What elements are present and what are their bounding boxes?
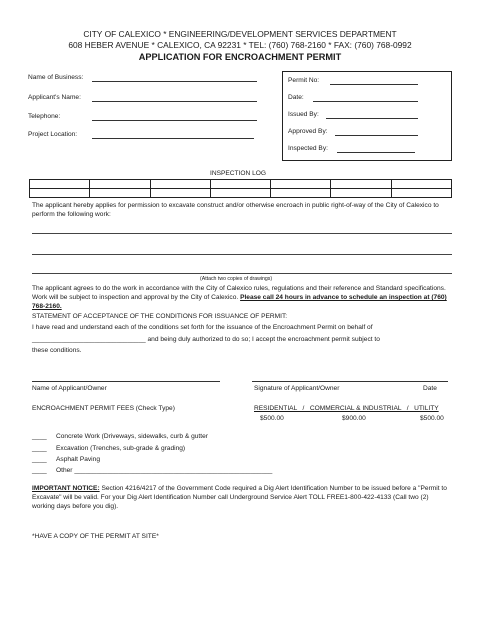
signature-date-label: Date [423,385,437,392]
table-cell[interactable] [150,189,210,198]
fee-residential: $500.00 [260,415,284,422]
table-cell[interactable] [210,189,270,198]
work-type-checkbox[interactable]: ____ [32,433,47,440]
telephone-label: Telephone: [28,113,61,120]
business-name-field[interactable] [92,81,257,82]
agreement-text [32,284,452,311]
important-notice [32,484,452,511]
statement-heading: STATEMENT OF ACCEPTANCE OF THE CONDITIONS FOR ISSUANCE OF PERMIT: [32,313,288,320]
table-cell[interactable] [391,189,451,198]
business-name-label: Name of Business: [28,74,84,81]
work-type-label: Other ______________________________________________________ [56,467,273,474]
table-cell[interactable] [271,189,331,198]
form-title: APPLICATION FOR ENCROACHMENT PERMIT [138,52,342,62]
permit-no-field[interactable] [330,84,418,85]
statement-line-1: I have read and understand each of the conditions set forth for the issuance of the Encroachment Permit on behalf of [32,324,373,331]
table-cell[interactable] [210,180,270,189]
table-cell[interactable] [331,189,391,198]
drawings-note: (Attach two copies of drawings) [200,276,273,282]
permit-no-label: Permit No: [288,77,320,84]
work-type-checkbox[interactable]: ____ [32,467,47,474]
table-cell[interactable] [271,180,331,189]
table-row [30,180,452,189]
work-description-line[interactable] [32,233,452,234]
statement-line-2: _______________________________ and being duly authorized to do so; I accept the encroachment permit subject to [32,336,380,343]
telephone-field[interactable] [92,120,257,121]
work-intro-text: The applicant hereby applies for permission to excavate construct and/or otherwise encroach in public right-of-way of the City of Calexico to perform the following work: [32,202,439,218]
owner-signature-label: Signature of Applicant/Owner [254,385,340,392]
work-type-checkbox[interactable]: ____ [32,445,47,452]
important-notice-label: IMPORTANT NOTICE: [32,485,100,492]
fee-utility: $500.00 [420,415,444,422]
approved-by-label: Approved By: [288,128,328,135]
project-location-label: Project Location: [28,131,78,138]
schedule-inspection-note: Please call 24 hours in advance to schedule an inspection at (760) 768-2160. [32,294,447,310]
table-row [30,189,452,198]
fee-commercial: $900.00 [342,415,366,422]
applicant-name-field[interactable] [92,101,257,102]
statement-line-3: these conditions. [32,347,82,354]
inspected-by-field[interactable] [337,152,415,153]
fees-label: ENCROACHMENT PERMIT FEES (Check Type) [32,405,175,412]
issued-by-field[interactable] [326,118,418,119]
inspection-log-title: INSPECTION LOG [210,170,267,177]
footer-note: *HAVE A COPY OF THE PERMIT AT SITE* [32,533,159,540]
table-cell[interactable] [90,180,150,189]
agreement-text-main: The applicant agrees to do the work in accordance with the City of Calexico rules, regulations and their reference and Standard specifications. Work will be subject to inspection and approval by the City of Calexico. [32,285,446,301]
inspected-by-label: Inspected By: [288,145,328,152]
work-description-line[interactable] [32,254,452,255]
date-label: Date: [288,94,304,101]
table-cell[interactable] [331,180,391,189]
applicant-name-label: Applicant's Name: [28,94,81,101]
work-type-label: Concrete Work (Driveways, sidewalks, curb & gutter [56,433,208,440]
inspection-log-table [29,179,452,198]
table-cell[interactable] [90,189,150,198]
work-type-label: Asphalt Paving [56,456,100,463]
department-address: 608 HEBER AVENUE * CALEXICO, CA 92231 * TEL: (760) 768-2160 * FAX: (760) 768-0992 [68,40,412,50]
project-location-field[interactable] [92,138,254,139]
department-name: CITY OF CALEXICO * ENGINEERING/DEVELOPMENT SERVICES DEPARTMENT [83,29,397,39]
owner-signature-field[interactable] [252,381,448,382]
work-description-line[interactable] [32,273,452,274]
approved-by-field[interactable] [335,135,418,136]
issued-by-label: Issued By: [288,111,319,118]
table-cell[interactable] [30,189,90,198]
important-notice-text: Section 4216/4217 of the Government Code required a Dig Alert Identification Number to be issued before a "Permit to Excavate" will be valid. For your Dig Alert Identification Number call Underground Service Alert TOLL FREE1-800-422-4133 (Call two (2) working days before you dig). [32,485,447,510]
work-type-checkbox[interactable]: ____ [32,456,47,463]
date-field[interactable] [313,101,418,102]
table-cell[interactable] [30,180,90,189]
table-cell[interactable] [150,180,210,189]
owner-name-label: Name of Applicant/Owner [32,385,107,392]
table-cell[interactable] [391,180,451,189]
owner-name-field[interactable] [32,381,220,382]
work-type-label: Excavation (Trenches, sub-grade & grading) [56,445,186,452]
fee-types: RESIDENTIAL / COMMERCIAL & INDUSTRIAL / UTILITY [254,405,439,412]
